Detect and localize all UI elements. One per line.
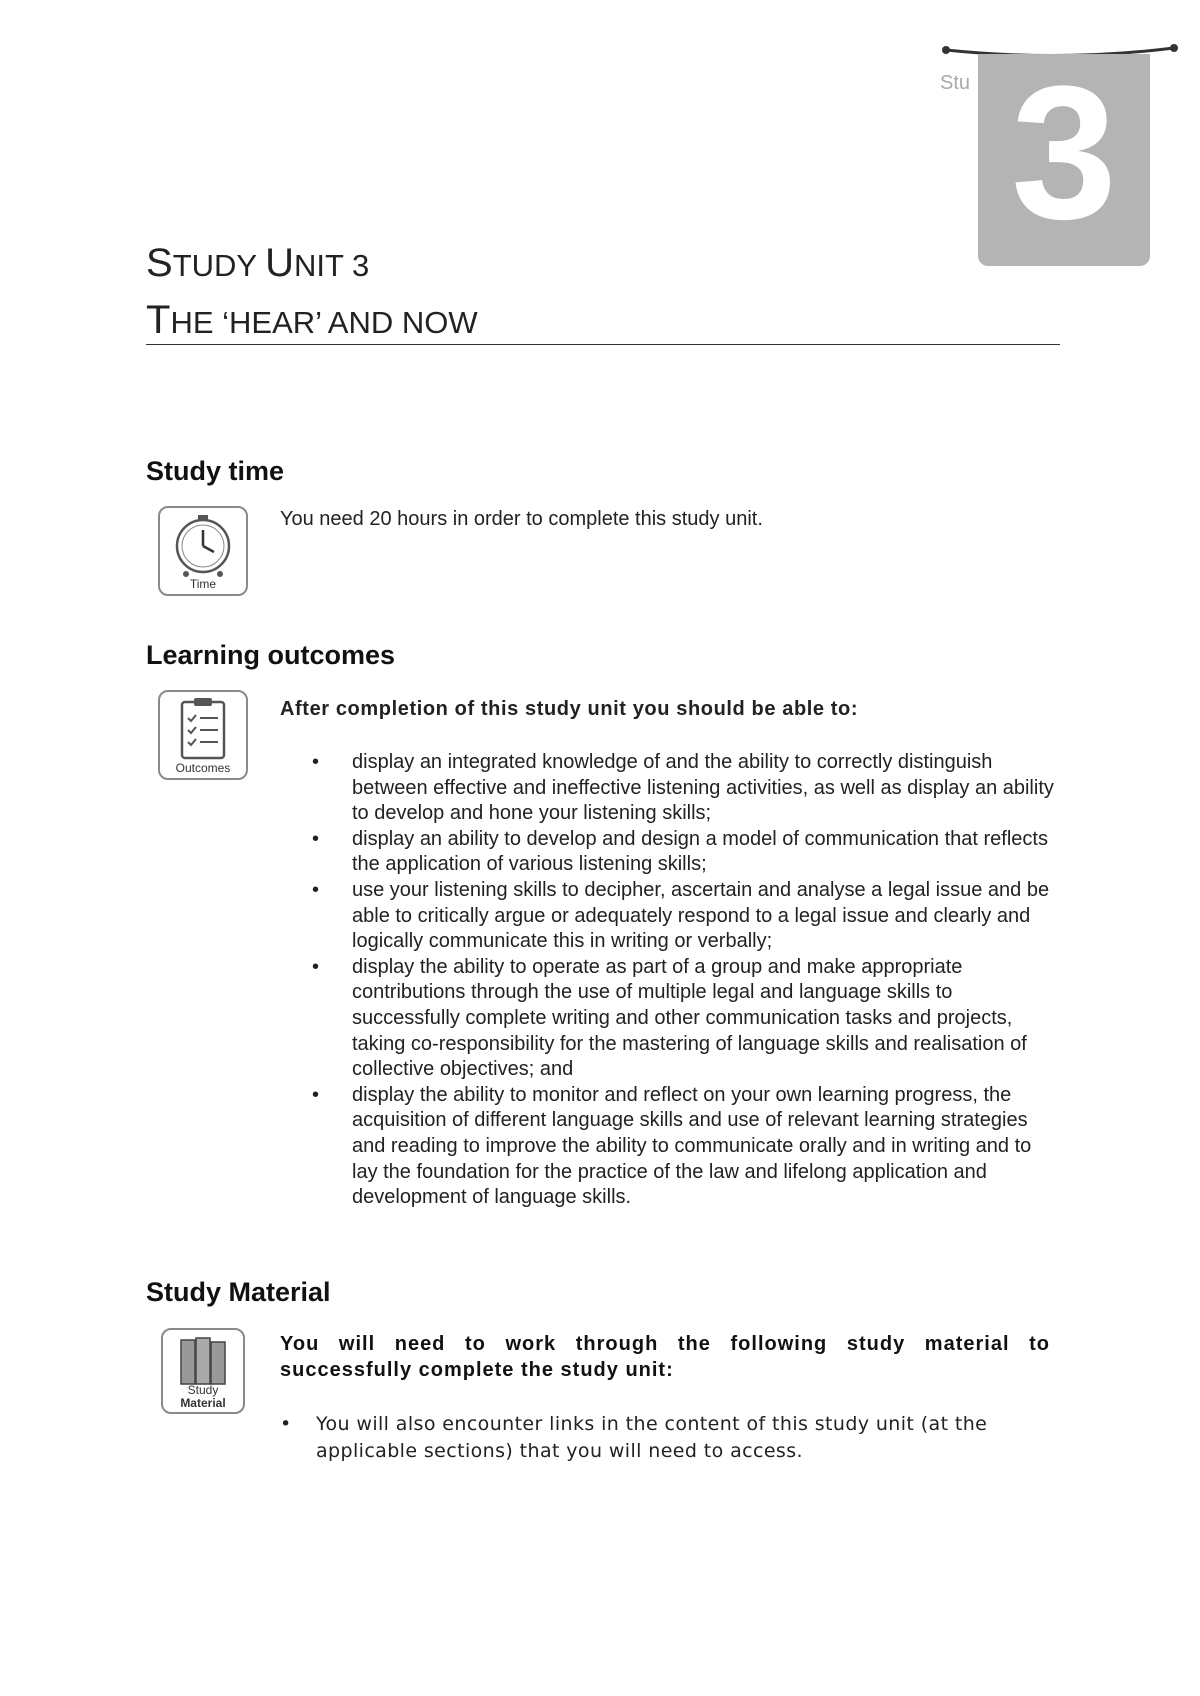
title-cap: T xyxy=(146,298,171,342)
chapter-number: 3 xyxy=(1011,47,1117,259)
bullet-dot: • xyxy=(280,1413,292,1435)
list-item: • use your listening skills to decipher, ascertain and analyse a legal issue and be able to critically argue or adequately respond to a legal issue and clearly and logically communicate this in writing or verbally; xyxy=(280,878,1060,955)
study-time-text: You need 20 hours in order to complete this study unit. xyxy=(280,508,763,530)
title-cap: U xyxy=(265,241,295,285)
time-icon xyxy=(158,506,248,596)
list-item: • display an integrated knowledge of and the ability to correctly distinguish between effective and ineffective listening activities, as well as display an ability to develop and hone your listening skills; xyxy=(280,750,1060,827)
study-material-icon xyxy=(161,1328,245,1414)
outcomes-list xyxy=(280,750,1060,1211)
study-material-bullet-text: You will also encounter links in the content of this study unit (at the applicable sections) that you will need to access. xyxy=(316,1413,988,1462)
title-divider xyxy=(146,344,1060,345)
list-item: • display the ability to operate as part of a group and make appropriate contributions through the use of multiple legal and language skills to successfully complete writing and other communication tasks and projects, taking co-responsibility for the mastering of language skills and realisation of collective objectives; and xyxy=(280,955,1060,1083)
title-smallcaps: NIT 3 xyxy=(294,248,370,283)
clipboard-checklist-icon xyxy=(160,694,246,764)
study-material-heading: Study Material xyxy=(146,1277,331,1307)
list-item: • display an ability to develop and design a model of communication that reflects the application of various listening skills; xyxy=(280,827,1060,878)
title-cap: S xyxy=(146,241,173,285)
study-time-heading: Study time xyxy=(146,456,285,486)
outcomes-intro: After completion of this study unit you should be able to: xyxy=(280,698,859,720)
learning-outcomes-heading: Learning outcomes xyxy=(146,640,396,670)
study-material-intro: You will need to work through the following study material to successfully complete the study unit: xyxy=(280,1333,1050,1381)
outcomes-icon-label: Outcomes xyxy=(175,761,231,775)
title-line-2 xyxy=(146,293,1060,350)
title-smallcaps: TUDY xyxy=(172,248,266,283)
title-line-1 xyxy=(146,236,1060,293)
list-item: • display the ability to monitor and reflect on your own learning progress, the acquisition of different language skills and use of relevant learning strategies and reading to improve the ability to communicate orally and in writing and to lay the foundation for the practice of the law and lifelong application and development of language skills. xyxy=(280,1083,1060,1211)
running-header: Stu xyxy=(940,72,971,94)
title-smallcaps: HE ‘HEAR’ AND NOW xyxy=(170,305,478,340)
material-icon-label-1: Study xyxy=(187,1383,219,1397)
outcomes-icon xyxy=(158,690,248,780)
study-material-bullet xyxy=(280,1411,1050,1465)
alarm-clock-icon xyxy=(160,510,246,580)
page-title xyxy=(146,236,1060,350)
time-icon-label: Time xyxy=(189,577,217,591)
books-icon xyxy=(163,1334,243,1390)
material-icon-label-2: Material xyxy=(180,1396,226,1410)
